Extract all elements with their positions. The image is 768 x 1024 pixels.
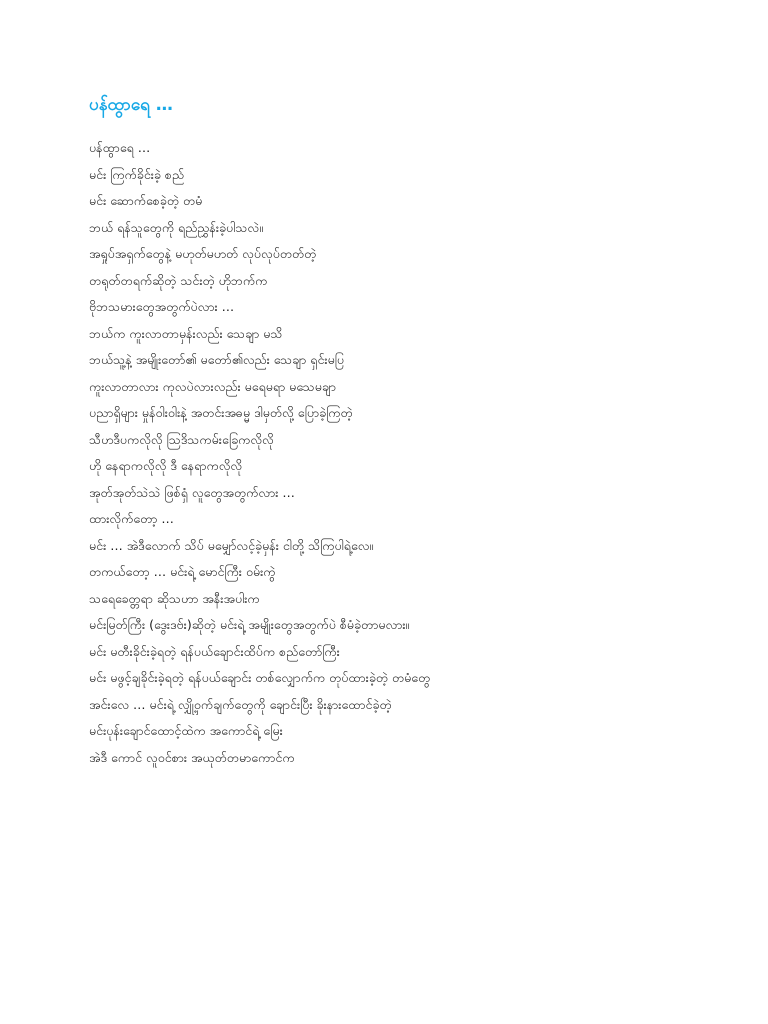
poem-line: ကူးလာတာလား ကုလပဲလားလည်း မရေမရာ မသေမချာ [89, 378, 336, 394]
poem-line: သီဟဒီပကလိုလို သြဒိသကမ်းခြေကလိုလို [89, 431, 274, 447]
poem-line: မင်းပုန်းချောင်ထောင့်ထဲက အကောင်ရဲ့ မြေး [89, 723, 283, 738]
poem-line: အင်းလေ … မင်းရဲ့ လျှို့ဝှက်ချက်တွေကို ချောင်းပြီး ခိုးနားထောင်ခဲ့တဲ့ [89, 696, 392, 712]
poem-line: ထားလိုက်တော့ … [89, 511, 174, 526]
poem-line: ဘယ် ရန်သူတွေကို ရည်ညွှန်းခဲ့ပါသလဲ။ [89, 219, 263, 235]
document-title: ပန်ထွာရေ … [89, 95, 173, 115]
poem-line: ဘယ်က ကူးလာတာမှန်းလည်း သေချာ မသိ [89, 325, 283, 341]
poem-line: မင်းမြတ်ကြီး (ဒွေးဒဗ်း)ဆိုတဲ့ မင်းရဲ့ အမျိုးတွေအတွက်ပဲ စီမံခဲ့တာမလား။ [89, 617, 410, 632]
poem-line: ဘယ်သူ့နဲ့ အမျိုးတော်၏ မတော်၏လည်း သေချာ ရှင်းမပြ [89, 352, 344, 367]
poem-lines [89, 135, 729, 771]
poem-line: ဗိုဘသမားတွေအတွက်ပဲလား … [89, 299, 235, 314]
poem-line: မင်း ဆောက်စေခဲ့တဲ့ တမံ [89, 193, 203, 208]
poem-line: တကယ်တော့ … မင်းရဲ့ မောင်ကြီး ဝမ်းကွဲ [89, 564, 276, 579]
poem-line: မင်း မတီးခိုင်းခဲ့ရတဲ့ ရန်ပယ်ချောင်းထိပ်က စည်တော်ကြီး [89, 643, 340, 659]
poem-line: တရုတ်တရက်ဆိုတဲ့ သင်းတဲ့ ဟိုဘက်က [89, 272, 268, 288]
poem-line: မင်း ကြက်ခိုင်းခဲ့ စည် [89, 166, 185, 182]
poem-line: အရှုပ်အရှက်တွေနဲ့ မဟုတ်မဟတ် လုပ်လုပ်တတ်တဲ့ [89, 246, 317, 261]
poem-line: အုတ်အုတ်သဲသဲ ဖြစ်ရှံ လူတွေအတွက်လား … [89, 484, 295, 500]
poem-line: သရေခေတ္တရာ ဆိုသဟာ အနီးအပါးက [89, 590, 260, 606]
poem-line: ပန်ထွာရေ … [89, 140, 151, 155]
poem-line: ဟို နေရာကလိုလို ဒီ နေရာကလိုလို [89, 458, 243, 473]
poem-line: ပညာရှိများ မှုန်ဝါးဝါးနဲ့ အတင်းအဓမ္မ ဒါမှတ်လို့ ပြောခဲ့ကြတဲ့ [89, 405, 353, 420]
poem-line: အဲဒီ ကောင် လူဝင်စား အယုတ်တမာကောင်က [89, 749, 295, 765]
poem-line: မင်း မဖွင့်ချခိုင်းခဲ့ရတဲ့ ရန်ပယ်ချောင်း တစ်လျှောက်က တုပ်ထားခဲ့တဲ့ တမံတွေ [89, 670, 431, 685]
poem-line: မင်း … အဲဒီလောက် သိပ် မမျှော်လင့်ခဲ့မှန်း ငါတို့ သိကြပါရဲ့လေ။ [89, 537, 374, 553]
